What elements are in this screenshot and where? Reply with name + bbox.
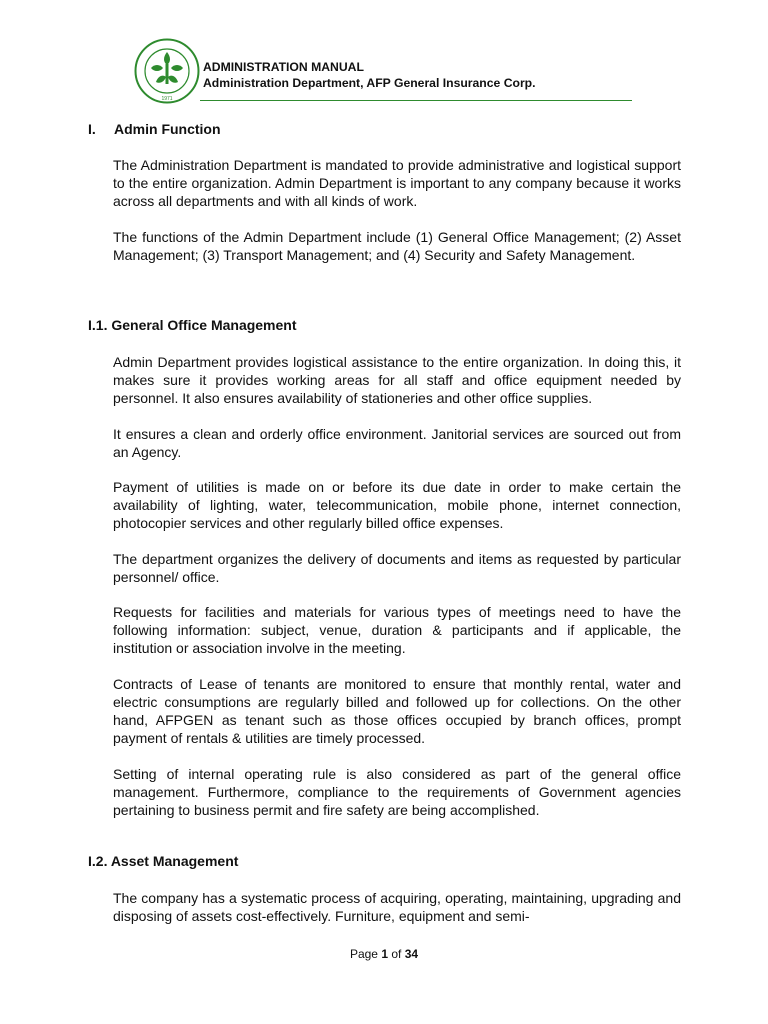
svg-text:1971: 1971 — [161, 96, 173, 102]
paragraph: Setting of internal operating rule is also considered as part of the general office management. Furthermore, compliance to the requirements of Government agencies pertaining to business permit and fire safety are being accomplished. — [113, 766, 681, 818]
paragraph: The department organizes the delivery of documents and items as requested by particular personnel/ office. — [113, 551, 681, 585]
paragraph: It ensures a clean and orderly office environment. Janitorial services are sourced out from an Agency. — [113, 426, 681, 460]
of-label: of — [391, 947, 402, 961]
header-divider — [200, 100, 632, 101]
section-title: Admin Function — [114, 121, 221, 137]
section-heading-asset-management: I.2. Asset Management — [88, 853, 239, 869]
page-number: 1 — [381, 947, 388, 961]
company-seal-logo — [134, 38, 200, 104]
paragraph: The company has a systematic process of acquiring, operating, maintaining, upgrading and disposing of assets cost-effectively. Furniture, equipment and semi- — [113, 890, 681, 924]
paragraph: The functions of the Admin Department include (1) General Office Management; (2) Asset Management; (3) Transport Management; and (4) Security and Safety Management. — [113, 229, 681, 263]
section-heading-admin-function — [88, 121, 221, 137]
section-heading-general-office-management: I.1. General Office Management — [88, 317, 297, 333]
page-total: 34 — [404, 947, 419, 961]
document-title: ADMINISTRATION MANUAL — [203, 60, 364, 74]
paragraph: The Administration Department is mandated to provide administrative and logistical support to the entire organization. Admin Department is important to any company because it works across all departments and with all kinds of work. — [113, 157, 681, 209]
page-label: Page — [349, 947, 378, 961]
paragraph: Payment of utilities is made on or before its due date in order to make certain the availability of lighting, water, telecommunication, mobile phone, internet connection, photocopier services and other regularly billed office expenses. — [113, 479, 681, 531]
paragraph: Admin Department provides logistical assistance to the entire organization. In doing this, it makes sure it provides working areas for all staff and office equipment needed by personnel. It also ensures availability of stationeries and other office supplies. — [113, 354, 681, 406]
section-number: I. — [88, 121, 96, 137]
paragraph: Contracts of Lease of tenants are monitored to ensure that monthly rental, water and electric consumptions are regularly billed and followed up for collections. On the other hand, AFPGEN as tenant such as those offices occupied by branch offices, prompt payment of rentals & utilities are timely processed. — [113, 676, 681, 746]
paragraph: Requests for facilities and materials for various types of meetings need to have the following information: subject, venue, duration & participants and if applicable, the institution or association involve in the meeting. — [113, 604, 681, 656]
document-subtitle: Administration Department, AFP General Insurance Corp. — [203, 76, 536, 90]
page-footer — [0, 947, 768, 961]
